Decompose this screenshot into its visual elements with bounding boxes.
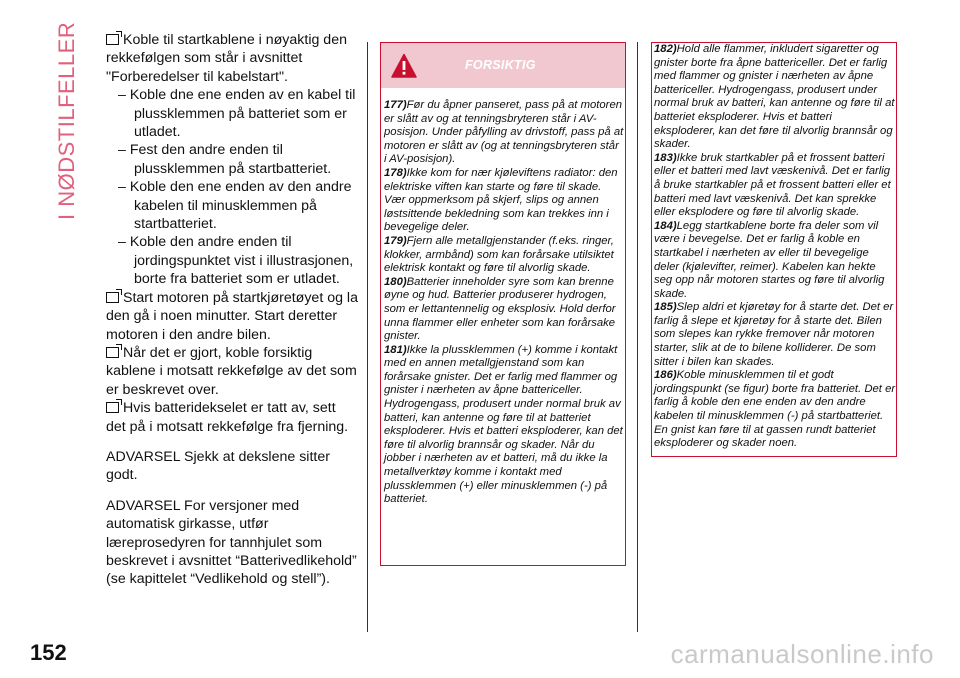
caution-item-text: Ikke la plussklemmen (+) komme i kontakt med en annen metallgjenstand som kan forårsake gnister. Det er farlig med flammer og gnister i nærheten av åpne battericeller. Hydrogengass, produsert under normal bruk av batteri, kan antenne og føre til at batteriet eksploderer. Hvis et batteri eksploderer, kan det føre til alvorlig brannsår og skader. Når du jobber i nærheten av et batteri, må du ikke la metallverktøy komme i kontakt med plussklemmen (+) eller minusklemmen (-) på batteriet. xyxy=(384,343,623,506)
caution-item xyxy=(654,369,896,451)
column-divider xyxy=(637,42,638,632)
caution-item xyxy=(384,276,624,344)
page-number: 152 xyxy=(30,640,67,665)
caution-item-text: Ikke bruk startkabler på et frossent batteri eller et batteri med lavt væskenivå. Det er farlig å bruke startkabler på et frossent batteri eller et batteri med lavt væskenivå. Det kan sprekke eller eksplodere og føre til alvorlig skade. xyxy=(654,151,891,219)
step-box-icon xyxy=(106,292,119,303)
caution-item-number: 178) xyxy=(384,166,407,179)
caution-item xyxy=(384,167,624,235)
caution-item-number: 179) xyxy=(384,234,407,247)
caution-item-number: 186) xyxy=(654,369,677,382)
section-title-vertical xyxy=(54,21,79,220)
sub-step: – Koble den andre enden til jordingspunktet vist i illustrasjonen, borte fra batteriet som er utladet. xyxy=(118,234,354,288)
caution-item xyxy=(654,152,896,220)
caution-item-number: 177) xyxy=(384,99,407,111)
caution-header xyxy=(381,43,625,88)
caution-item xyxy=(654,220,896,302)
caution-item-text: Batterier inneholder syre som kan brenne øyne og hud. Batterier produserer hydrogen, som er lettantennelig og eksplosiv. Hold derfor unna flammer eller enheter som kan forårsake gnister. xyxy=(384,275,616,343)
caution-box xyxy=(380,42,626,566)
caution-item-number: 184) xyxy=(654,219,677,232)
step-text: Koble til startkablene i nøyaktig den rekkefølgen som står i avsnittet "Forberedelser til kabelstart". xyxy=(106,32,347,85)
instructions-column xyxy=(106,31,359,589)
step-text: Hvis batteridekselet er tatt av, sett det på i motsatt rekkefølge fra fjerning. xyxy=(106,400,349,435)
sub-step: – Koble dne ene enden av en kabel til plussklemmen på batteriet som er utladet. xyxy=(118,87,356,141)
caution-item-text: Før du åpner panseret, pass på at motoren er slått av og at tenningsbryteren står i AV-posisjon. Under påfylling av drivstoff, pass på at motoren er slått av (og at tenningsbryteren står i AV-posisjon). xyxy=(384,99,624,166)
step-box-icon xyxy=(106,34,119,45)
sub-step: – Koble den ene enden av den andre kabelen til minusklemmen på startbatteriet. xyxy=(118,179,352,233)
section-title-text: I NØDSTILFELLER xyxy=(54,21,79,220)
caution-item-number: 180) xyxy=(384,275,407,288)
caution-item-number: 181) xyxy=(384,343,407,356)
step-box-icon xyxy=(106,347,119,358)
caution-item-text: Fjern alle metallgjenstander (f.eks. ringer, klokker, armbånd) som kan forårsake utilsiktet elektrisk kontakt og føre til alvorlig skade. xyxy=(384,234,614,275)
step-paragraph xyxy=(106,289,359,344)
caution-item-number: 183) xyxy=(654,151,677,164)
caution-continued-box xyxy=(651,42,897,457)
watermark: carmanualsonline.info xyxy=(670,639,934,669)
caution-item-text: Koble minusklemmen til et godt jordingspunkt (se figur) borte fra batteriet. Det er farlig å koble den ene enden av den andre kabelen til minusklemmen (-) på startbatteriet. En gnist kan føre til at gassen rundt batteriet eksploderer og skader noen. xyxy=(654,369,896,450)
caution-item-number: 185) xyxy=(654,301,677,314)
caution-item xyxy=(384,344,624,507)
step-paragraph xyxy=(106,31,359,86)
step-paragraph xyxy=(106,344,359,399)
caution-item xyxy=(654,301,896,369)
caution-item xyxy=(384,235,624,276)
step-text: Når det er gjort, koble forsiktig kablene i motsatt rekkefølge av det som er beskrevet over. xyxy=(106,344,357,398)
step-paragraph xyxy=(106,399,359,436)
warning-triangle-icon xyxy=(391,53,417,79)
step-box-icon xyxy=(106,402,119,413)
caution-item-text: Legg startkablene borte fra deler som vil være i bevegelse. Det er farlig å koble en startkabel i nærheten av eller til bevegelige deler (kjølevifter, reimer). Kabelen kan hekte seg opp når motoren startes og føre til alvorlig skade. xyxy=(654,219,885,300)
warning-note: ADVARSEL Sjekk at dekslene sitter godt. xyxy=(106,448,330,484)
caution-item-text: Slep aldri et kjøretøy for å starte det. Det er farlig å slepe et kjøretøy for å starte det. Bilen som slepes kan rykke fremover når motoren starter, slik at de to bilene kolliderer. De som sitter i bilen kan skades. xyxy=(654,301,894,368)
caution-item xyxy=(384,99,624,167)
warning-note: ADVARSEL For versjoner med automatisk girkasse, utfør læreprosedyren for tannhjulet som beskrevet i avsnittet “Batterivedlikehold” (se kapittelet “Vedlikehold og stell”). xyxy=(106,497,357,588)
caution-title: FORSIKTIG xyxy=(465,58,536,72)
caution-body xyxy=(384,99,624,507)
caution-item-text: Ikke kom for nær kjøleviftens radiator: den elektriske viften kan starte og føre til skade. Vær oppmerksom på skjerf, slips og annen løstsittende bekledning som kan trekkes inn i bevegelige deler. xyxy=(384,166,618,234)
caution-item xyxy=(654,43,896,152)
column-divider xyxy=(367,42,368,632)
sub-step: – Fest den andre enden til plussklemmen på startbatteriet. xyxy=(118,142,332,177)
step-text: Start motoren på startkjøretøyet og la den gå i noen minutter. Start deretter motoren i den andre bilen. xyxy=(106,289,358,343)
caution-item-number: 182) xyxy=(654,43,677,55)
caution-item-text: Hold alle flammer, inkludert sigaretter og gnister borte fra åpne battericeller. Det er farlig med flammer og gnister i nærheten av åpne battericeller. Hydrogengass, produsert under normal bruk av batteri, kan antenne og føre til at batteriet eksploderer. Hvis et batteri eksploderer, kan det føre til alvorlig brannsår og skader. xyxy=(654,43,895,151)
